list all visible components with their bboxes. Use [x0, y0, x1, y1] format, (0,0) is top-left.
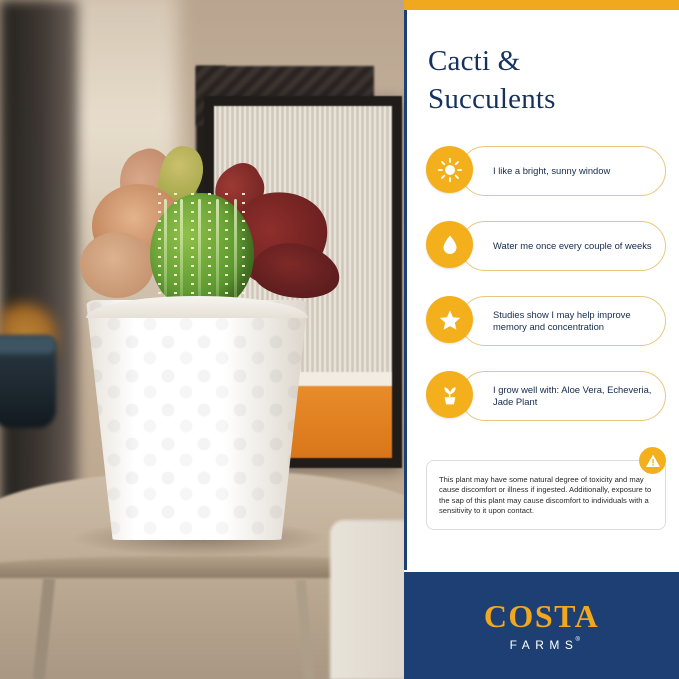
logo-primary-text: COSTA — [483, 597, 600, 634]
costa-farms-logo — [404, 572, 679, 679]
fact-pill — [460, 296, 666, 346]
care-facts-list — [426, 146, 666, 446]
list-item — [426, 371, 666, 421]
background-blue-pot-rim — [0, 336, 56, 354]
fact-text: I grow well with: Aloe Vera, Echeveria, Jade Plant — [493, 383, 652, 407]
fact-pill — [460, 146, 666, 196]
water-drop-icon — [426, 221, 473, 268]
warning-text: This plant may have some natural degree of toxicity and may cause discomfort or illness if ingested. Additionally, exposure to the sap of this plant may cause discomfort to individuals with a sensitivity to it upon contact. — [439, 475, 652, 516]
white-ceramic-pot — [86, 300, 308, 540]
succulent-pink-lower — [80, 232, 154, 298]
potted-plant-icon — [426, 371, 473, 418]
logo-secondary-text — [505, 636, 586, 652]
list-item — [426, 146, 666, 196]
background-dark-shelf — [0, 0, 78, 560]
toxicity-warning — [426, 460, 666, 530]
fact-pill — [460, 221, 666, 271]
logo-secondary-label: FARMS — [509, 637, 579, 652]
fact-pill — [460, 371, 666, 421]
fact-text: Water me once every couple of weeks — [493, 239, 652, 251]
list-item — [426, 221, 666, 271]
chair — [330, 520, 404, 679]
pot-texture — [86, 300, 308, 540]
brand-footer — [404, 572, 679, 679]
sun-icon — [426, 146, 473, 193]
page-title-line-2: Succulents — [428, 83, 556, 115]
fact-text: I like a bright, sunny window — [493, 164, 611, 176]
vertical-divider — [404, 10, 407, 570]
list-item — [426, 296, 666, 346]
trademark-symbol: ® — [575, 636, 586, 643]
page-title — [428, 42, 668, 118]
cactus — [150, 193, 254, 311]
page-title-line-1: Cacti & — [428, 45, 521, 77]
star-icon — [426, 296, 473, 343]
fact-text: Studies show I may help improve memory and concentration — [493, 308, 631, 332]
caution-icon — [639, 447, 666, 474]
top-gold-bar — [404, 0, 679, 10]
